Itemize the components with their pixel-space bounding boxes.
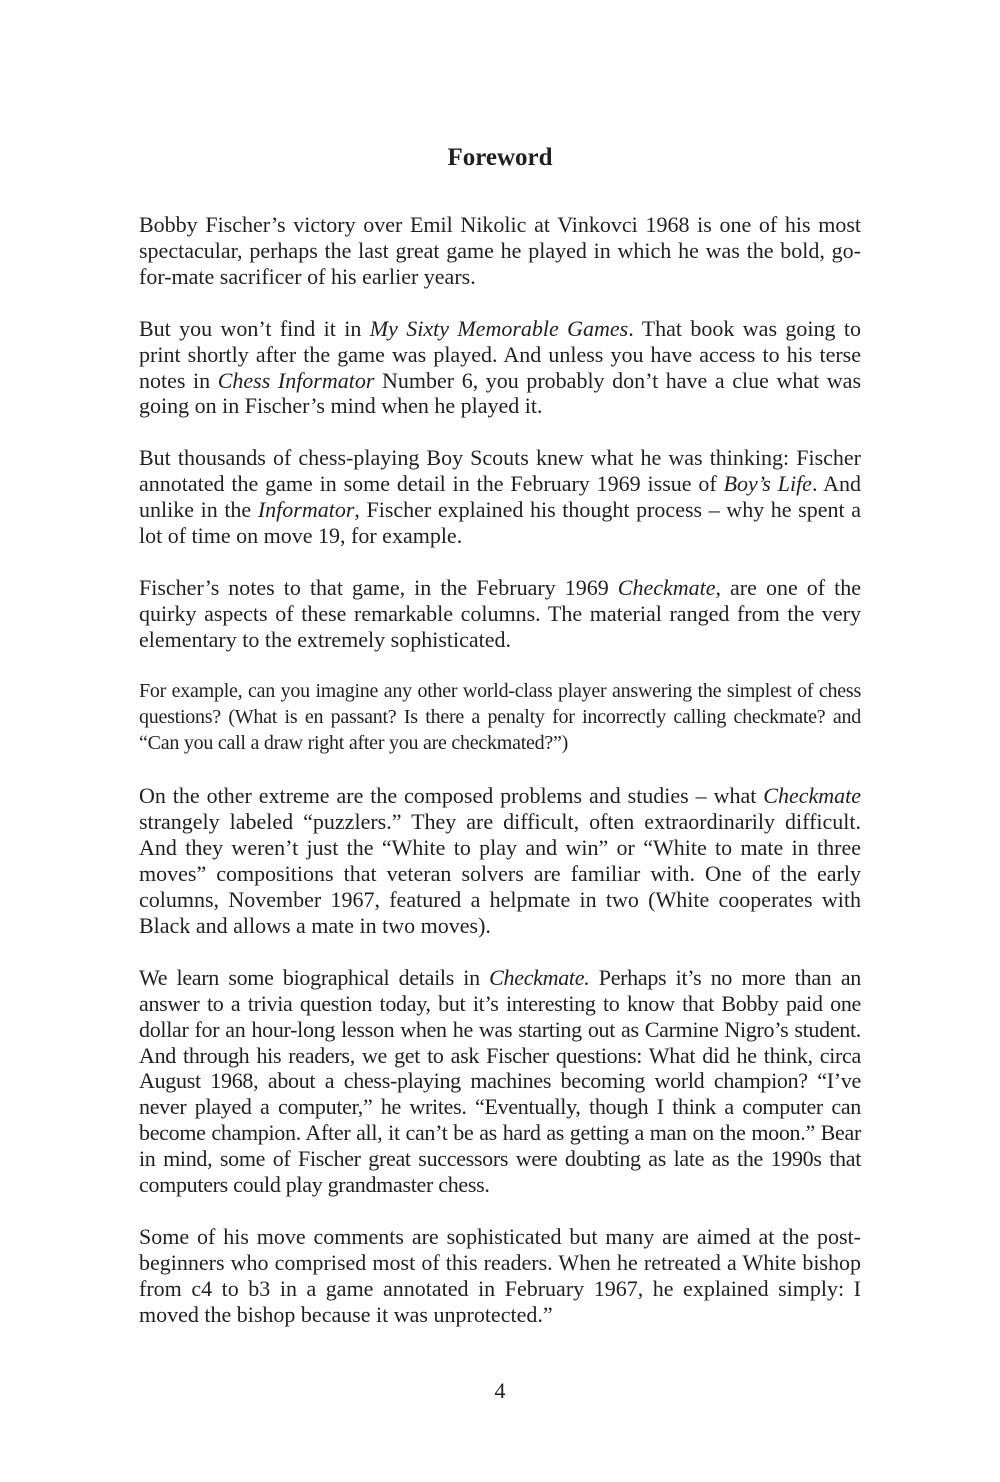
column-title-italic: Checkmate. [489, 964, 590, 990]
text-run: Some of his move comments are sophisticated but many are aimed at the post-beginners who comprised most of this readers. When he retreated a White bishop from c4 to b3 in a game annotated in February 1967, he explained simply: I moved the bishop because it was unprotected.” [139, 1224, 861, 1327]
text-run: . And unlike in the [139, 471, 861, 523]
paragraph-3 [139, 445, 861, 549]
foreword-body [139, 212, 861, 1354]
paragraph-8 [139, 1224, 861, 1328]
paragraph-7 [139, 965, 861, 1198]
page-title: Foreword [447, 144, 553, 171]
column-title-italic: Checkmate [763, 783, 861, 809]
publication-title-italic: Informator [257, 497, 355, 523]
text-run: For example, can you imagine any other world-class player answering the simplest of chess questions? (What is en passant? Is there a penalty for incorrectly calling checkmate? and “Can you call a draw right after you are checkmated?”) [139, 679, 861, 754]
paragraph-1 [139, 212, 861, 290]
text-run: , are one of the quirky aspects of these remarkable columns. The material ranged from the very elementary to the extremely sophisticated. [139, 574, 862, 652]
column-title-italic: Checkmate [617, 574, 716, 600]
page-number: 4 [494, 1378, 506, 1403]
text-run: But thousands of chess-playing Boy Scouts knew what he was thinking: Fischer annotated the game in some detail in the February 1969 issue of [139, 445, 861, 497]
text-run: We learn some biographical details in [139, 964, 490, 990]
text-run: Number 6, you probably don’t have a clue what was going on in Fischer’s mind when he played it. [139, 367, 862, 419]
book-title-italic: My Sixty Memorable Games [369, 315, 629, 341]
paragraph-2 [139, 316, 861, 420]
text-run: , Fischer explained his thought process – why he spent a lot of time on move 19, for example. [139, 497, 861, 549]
text-run: But you won’t find it in [139, 315, 370, 341]
paragraph-6 [139, 783, 861, 938]
text-run: Bobby Fischer’s victory over Emil Nikolic at Vinkovci 1968 is one of his most spectacular, perhaps the last great game he played in which he was the bold, go-for-mate sacrificer of his earlier years. [139, 212, 861, 289]
text-run: strangely labeled “puzzlers.” They are difficult, often extraordinarily difficult. And they weren’t just the “White to play and win” or “White to mate in three moves” compositions that veteran solvers are familiar with. One of the early columns, November 1967, featured a helpmate in two (White cooperates with Black and allows a mate in two moves). [139, 809, 861, 938]
paragraph-5 [139, 679, 861, 757]
text-run: . That book was going to print shortly after the game was played. And unless you have access to his terse notes in [139, 315, 861, 393]
paragraph-4 [139, 575, 861, 653]
text-run: Perhaps it’s no more than an answer to a trivia question today, but it’s interesting to know that Bobby paid one dollar for an hour-long lesson when he was starting out as Carmine Nigro’s student. And through his readers, we get to ask Fischer questions: What did he think, circa August 1968, about a chess-playing machines becoming world champion? “I’ve never played a computer,” he writes. “Eventually, though I think a computer can become champion. After all, it can’t be as hard as getting a man on the moon.” Bear in mind, some of Fischer great successors were doubting as late as the 1990s that computers could play grandmaster chess. [139, 964, 861, 1198]
publication-title-italic: Chess Informator [217, 367, 375, 393]
text-run: Fischer’s notes to that game, in the February 1969 [139, 574, 618, 600]
text-run: On the other extreme are the composed problems and studies – what [139, 783, 764, 809]
magazine-title-italic: Boy’s Life [723, 471, 812, 497]
